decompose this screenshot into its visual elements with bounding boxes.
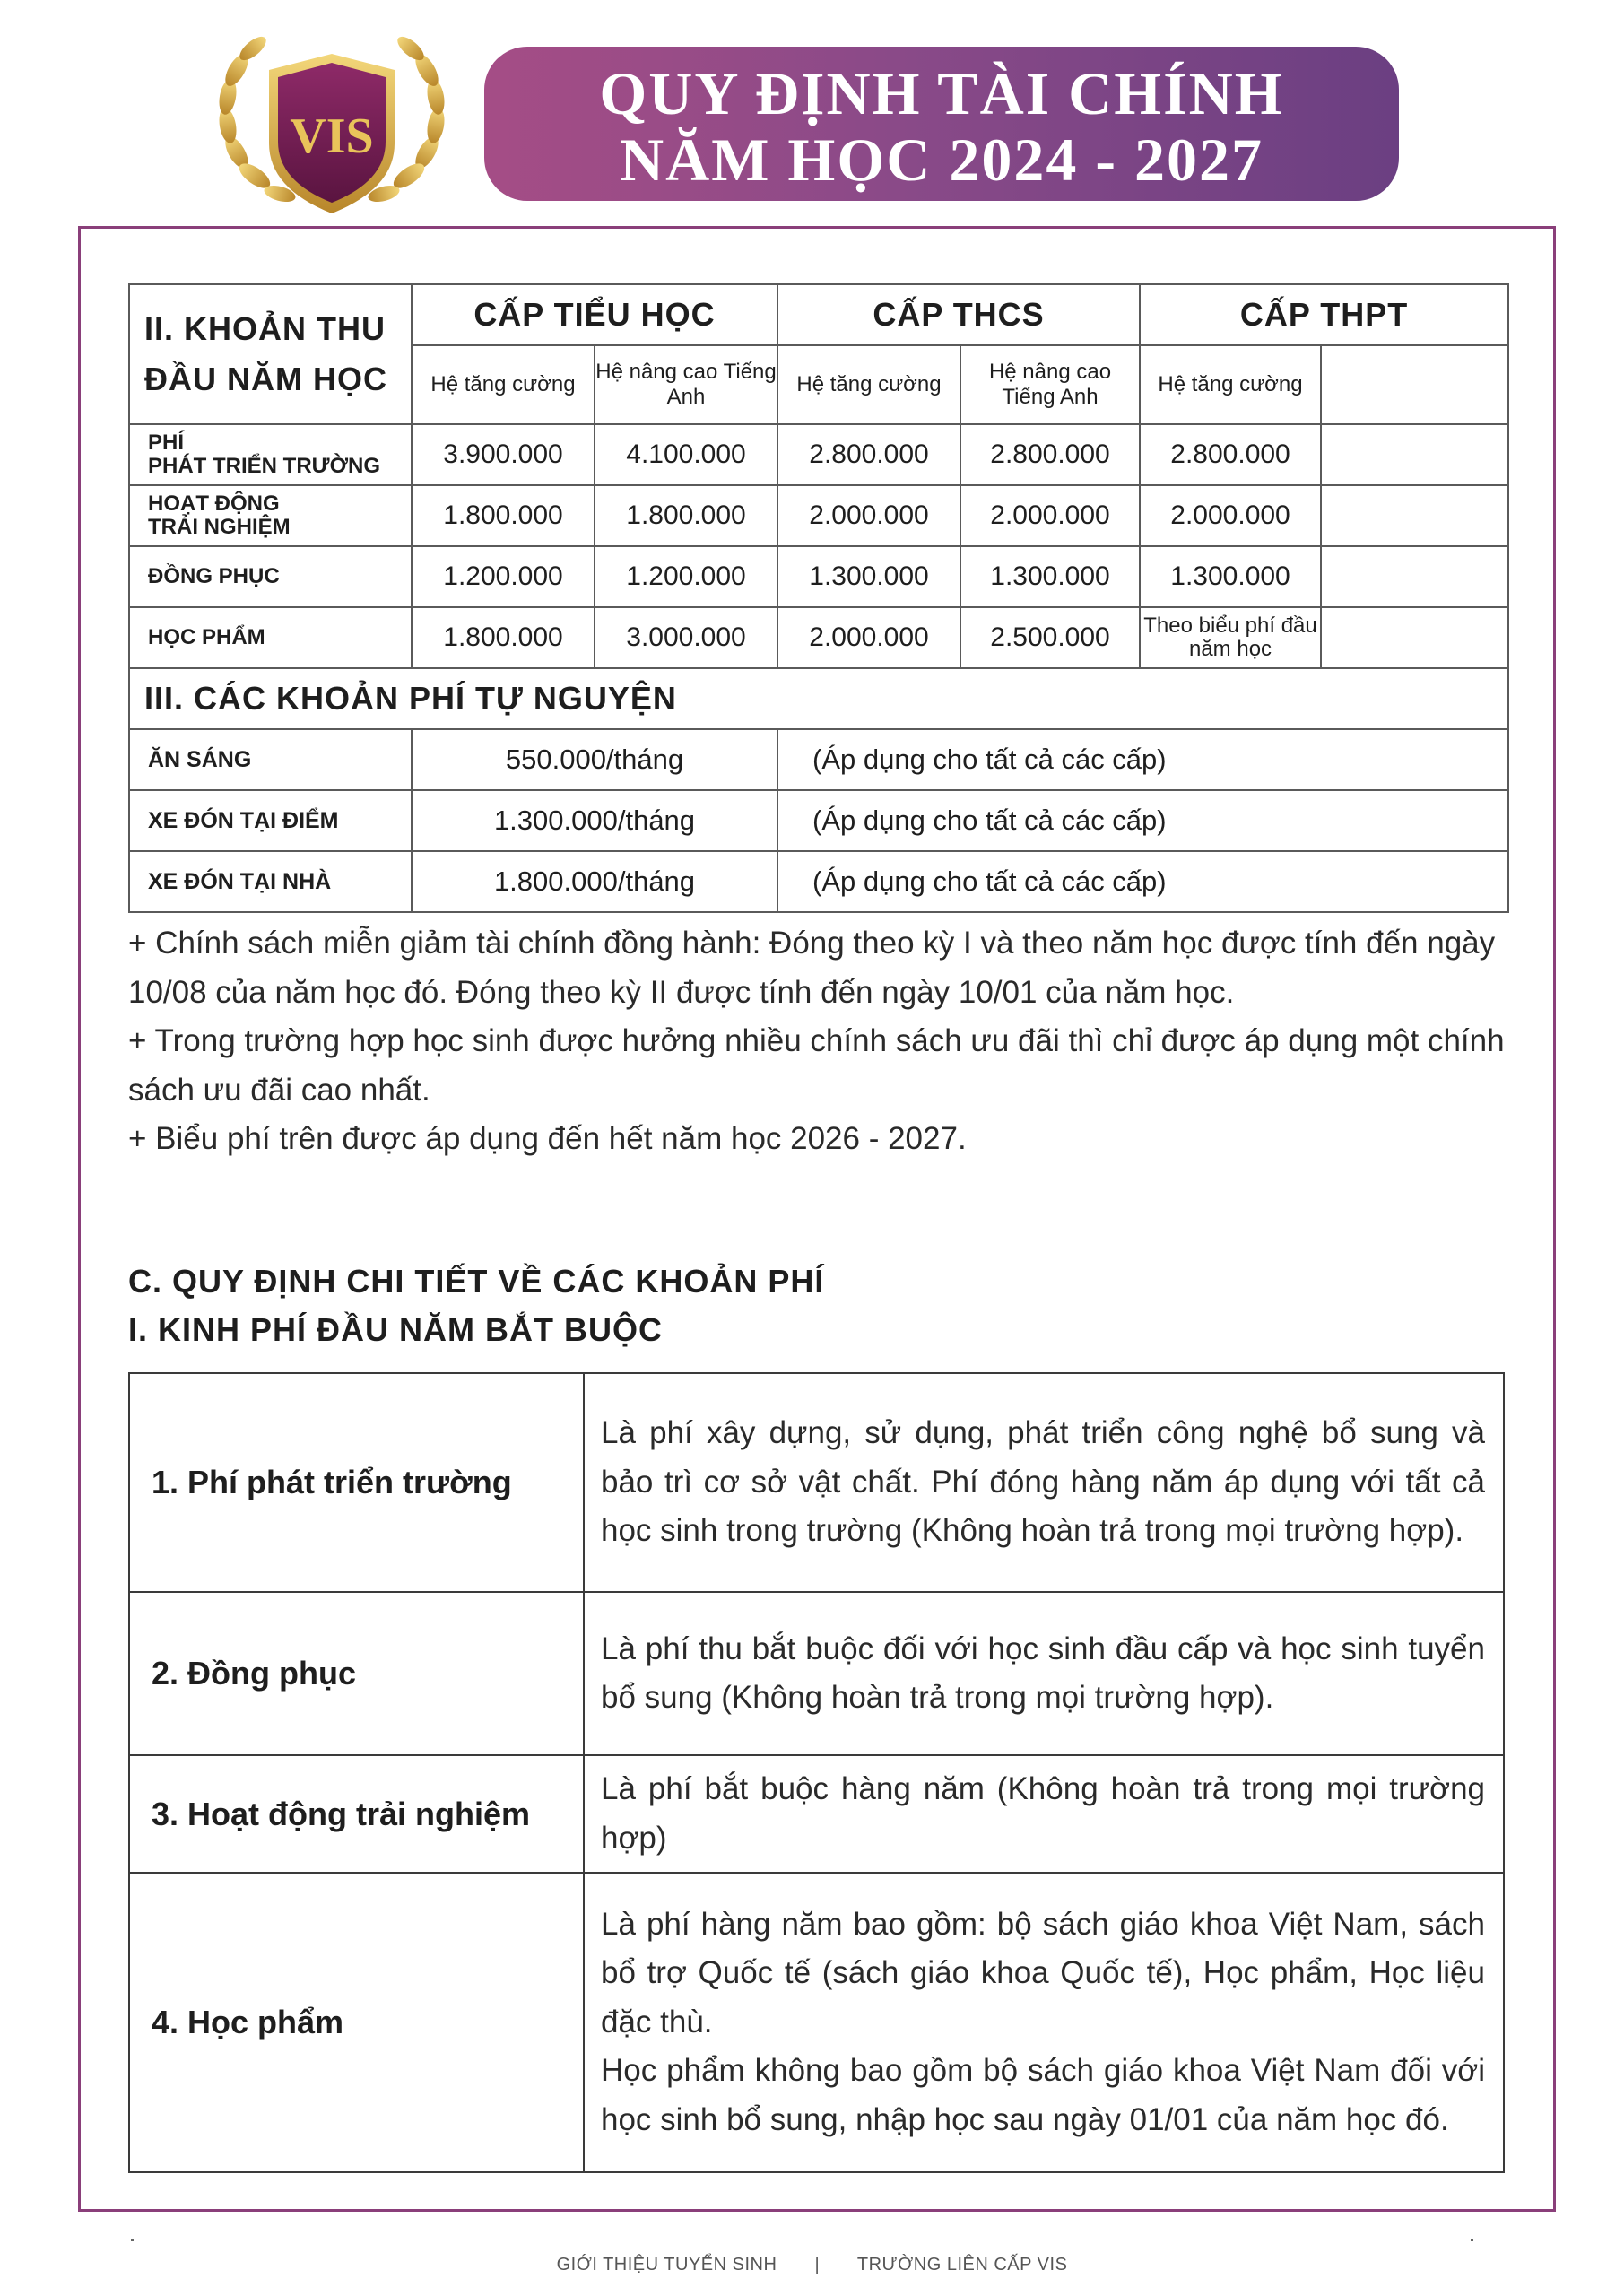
row-label: ĂN SÁNG xyxy=(129,729,412,790)
fee-value: 1.800.000 xyxy=(412,607,595,668)
fee-value: 1.200.000 xyxy=(412,546,595,607)
row-label: HỌC PHẨM xyxy=(129,607,412,668)
system-header: Hệ tăng cường xyxy=(1140,345,1321,424)
row-label: XE ĐÓN TẠI ĐIỂM xyxy=(129,790,412,851)
empty-cell xyxy=(1321,546,1508,607)
system-header-empty xyxy=(1321,345,1508,424)
fee-value: 1.800.000 xyxy=(595,485,777,546)
system-header: Hệ tăng cường xyxy=(412,345,595,424)
level-primary: CẤP TIỂU HỌC xyxy=(412,284,777,345)
title-line-1: QUY ĐỊNH TÀI CHÍNH xyxy=(599,59,1284,127)
title-line-2: NĂM HỌC 2024 - 2027 xyxy=(620,126,1264,194)
fee-value: 1.300.000 xyxy=(1140,546,1321,607)
fee-value: 1.300.000 xyxy=(960,546,1140,607)
table-row xyxy=(129,1755,1504,1873)
fee-value: 2.000.000 xyxy=(1140,485,1321,546)
page-footer xyxy=(0,2255,1624,2275)
system-header: Hệ nâng cao Tiếng Anh xyxy=(960,345,1140,424)
detail-key: 1. Phí phát triển trường xyxy=(129,1373,584,1592)
note-item: + Trong trường hợp học sinh được hưởng nhiều chính sách ưu đãi thì chỉ được áp dụng một chính sách ưu đãi cao nhất. xyxy=(128,1023,1505,1108)
fee-value: 1.800.000/tháng xyxy=(412,851,777,912)
fee-value: 2.800.000 xyxy=(777,424,960,485)
fee-value: 1.800.000 xyxy=(412,485,595,546)
row-label: XE ĐÓN TẠI NHÀ xyxy=(129,851,412,912)
row-label: PHÍ PHÁT TRIỂN TRƯỜNG xyxy=(129,424,412,485)
fee-value: 1.300.000 xyxy=(777,546,960,607)
section-i-heading: I. KINH PHÍ ĐẦU NĂM BẮT BUỘC xyxy=(128,1311,663,1348)
detail-desc: Là phí xây dựng, sử dụng, phát triển công nghệ bổ sung và bảo trì cơ sở vật chất. Phí đóng hàng năm áp dụng với tất cả học sinh trong trường (Không hoàn trả trong mọi trường hợp). xyxy=(584,1373,1504,1592)
table-row xyxy=(129,1373,1504,1592)
fee-value: 1.300.000/tháng xyxy=(412,790,777,851)
system-header: Hệ nâng cao Tiếng Anh xyxy=(595,345,777,424)
fee-table-corner: II. KHOẢN THU ĐẦU NĂM HỌC xyxy=(129,284,412,424)
footer-right: TRƯỜNG LIÊN CẤP VIS xyxy=(856,2255,1068,2274)
fee-value: 3.900.000 xyxy=(412,424,595,485)
fee-value: 3.000.000 xyxy=(595,607,777,668)
footer-left: GIỚI THIỆU TUYỂN SINH xyxy=(556,2255,777,2274)
detail-key: 4. Học phẩm xyxy=(129,1873,584,2172)
note-item: + Chính sách miễn giảm tài chính đồng hành: Đóng theo kỳ I và theo năm học được tính đến ngày 10/08 của năm học đó. Đóng theo kỳ II được tính đến ngày 10/01 của năm học. xyxy=(128,926,1496,1010)
fee-value-note: Theo biểu phí đầu năm học xyxy=(1140,607,1321,668)
detail-desc: Là phí hàng năm bao gồm: bộ sách giáo khoa Việt Nam, sách bổ trợ Quốc tế (sách giáo khoa Quốc tế), Học phẩm, Học liệu đặc thù. Học phẩm không bao gồm bộ sách giáo khoa Việt Nam đối với học sinh bổ sung, nhập học sau ngày 01/01 của năm học đó. xyxy=(584,1873,1504,2172)
corner-dot xyxy=(1471,2239,1473,2241)
footer-separator: | xyxy=(814,2255,821,2274)
fee-note: (Áp dụng cho tất cả các cấp) xyxy=(777,729,1508,790)
system-header: Hệ tăng cường xyxy=(777,345,960,424)
table-row xyxy=(129,851,1508,912)
section-c-heading: C. QUY ĐỊNH CHI TIẾT VỀ CÁC KHOẢN PHÍ xyxy=(128,1263,825,1300)
svg-text:VIS: VIS xyxy=(290,109,374,164)
table-row xyxy=(129,546,1508,607)
table-row xyxy=(129,607,1508,668)
detail-key: 3. Hoạt động trải nghiệm xyxy=(129,1755,584,1873)
fee-value: 2.800.000 xyxy=(960,424,1140,485)
empty-cell xyxy=(1321,485,1508,546)
fee-detail-table xyxy=(128,1372,1505,2173)
level-high: CẤP THPT xyxy=(1140,284,1508,345)
fee-note: (Áp dụng cho tất cả các cấp) xyxy=(777,851,1508,912)
fee-value: 2.800.000 xyxy=(1140,424,1321,485)
voluntary-section-title: III. CÁC KHOẢN PHÍ TỰ NGUYỆN xyxy=(129,668,1508,729)
level-secondary: CẤP THCS xyxy=(777,284,1140,345)
table-row xyxy=(129,1873,1504,2172)
table-row xyxy=(129,729,1508,790)
fee-value: 1.200.000 xyxy=(595,546,777,607)
fee-value: 2.000.000 xyxy=(777,607,960,668)
policy-notes xyxy=(128,919,1514,1164)
table-row xyxy=(129,424,1508,485)
empty-cell xyxy=(1321,424,1508,485)
detail-key: 2. Đồng phục xyxy=(129,1592,584,1755)
fee-value: 550.000/tháng xyxy=(412,729,777,790)
table-row xyxy=(129,1592,1504,1755)
school-logo xyxy=(197,18,466,224)
title-banner xyxy=(484,47,1399,201)
table-row xyxy=(129,485,1508,546)
fee-table xyxy=(128,283,1509,913)
note-item: + Biểu phí trên được áp dụng đến hết năm học 2026 - 2027. xyxy=(128,1121,967,1156)
table-row xyxy=(129,790,1508,851)
detail-desc: Là phí bắt buộc hàng năm (Không hoàn trả trong mọi trường hợp) xyxy=(584,1755,1504,1873)
detail-desc: Là phí thu bắt buộc đối với học sinh đầu cấp và học sinh tuyển bổ sung (Không hoàn trả trong mọi trường hợp). xyxy=(584,1592,1504,1755)
empty-cell xyxy=(1321,607,1508,668)
fee-value: 2.000.000 xyxy=(960,485,1140,546)
fee-value: 2.000.000 xyxy=(777,485,960,546)
corner-dot xyxy=(131,2239,134,2241)
row-label: ĐỒNG PHỤC xyxy=(129,546,412,607)
row-label: HOẠT ĐỘNG TRẢI NGHIỆM xyxy=(129,485,412,546)
fee-note: (Áp dụng cho tất cả các cấp) xyxy=(777,790,1508,851)
fee-value: 4.100.000 xyxy=(595,424,777,485)
fee-value: 2.500.000 xyxy=(960,607,1140,668)
